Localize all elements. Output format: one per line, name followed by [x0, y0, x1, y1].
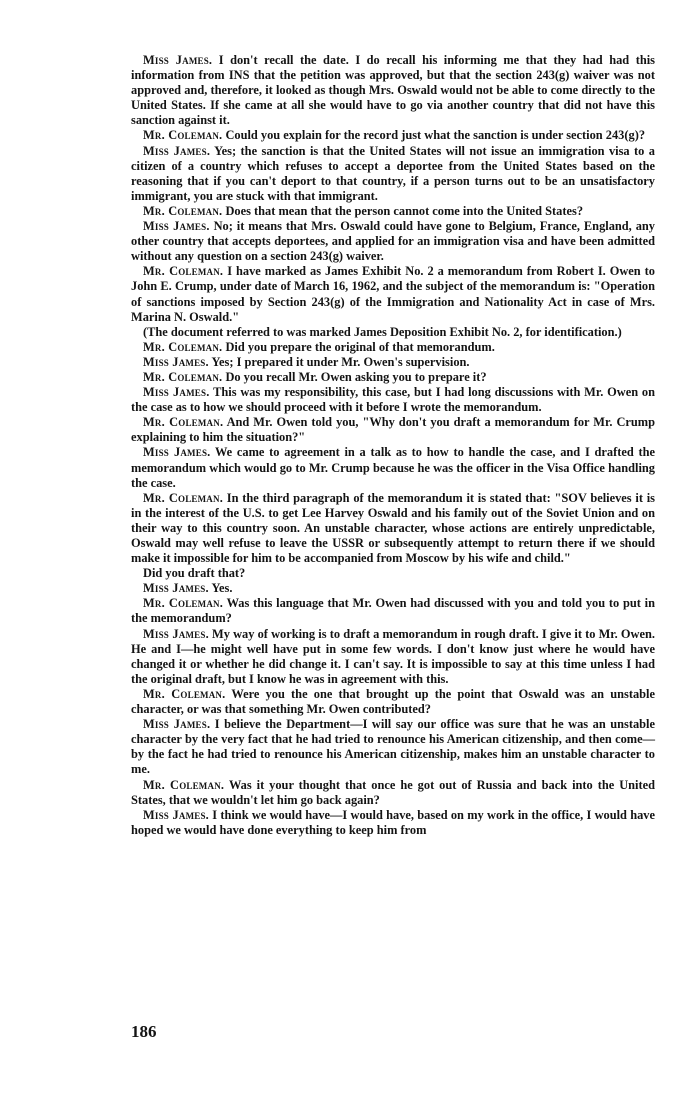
paragraph [131, 566, 655, 581]
paragraph [131, 325, 655, 340]
paragraph [131, 53, 655, 128]
paragraph-text: My way of working is to draft a memorandum in rough draft. I give it to Mr. Owen. He and I—he might well have put in some few words. I don't know just where he would have changed it or whether he did change it. I can't say. It is impossible to say at this time unless I had the original draft, but I know he was in agreement with this. [131, 626, 655, 686]
speaker-label: Mr. Coleman. [143, 128, 223, 143]
speaker-label: Mr. Coleman. [143, 686, 226, 701]
paragraph [131, 687, 655, 717]
speaker-label: Miss James. [143, 53, 213, 67]
paragraph [131, 340, 655, 355]
paragraph-text: I don't recall the date. I do recall his informing me that they had had this information from INS that the petition was approved, but that the section 243(g) waiver was not approved and, therefore, it looked as though Mrs. Oswald would not be able to come directly to the United States. If she came at all she would have to go via another country that did not have this sanction against it. [131, 53, 655, 128]
speaker-label: Miss James. [143, 581, 209, 596]
speaker-label: Mr. Coleman. [143, 369, 223, 384]
paragraph-text: Was this language that Mr. Owen had discussed with you and told you to put in the memorandum? [131, 596, 656, 626]
paragraph-text: Did you draft that? [143, 566, 246, 581]
speaker-label: Miss James. [143, 445, 211, 460]
paragraph [131, 778, 655, 808]
speaker-label: Miss James. [143, 219, 210, 234]
speaker-label: Miss James. [143, 626, 209, 641]
paragraph-text: Does that mean that the person cannot come into the United States? [222, 203, 584, 218]
transcript-body [131, 53, 655, 838]
page-number: 186 [131, 1022, 157, 1041]
paragraph [131, 717, 655, 777]
paragraph-text: In the third paragraph of the memorandum it is stated that: "SOV believes it is in the interest of the U.S. to get Lee Harvey Oswald and his family out of the Soviet Union and on their way to this country soon. An unstable character, whose actions are entirely unpredictable, Oswald may well refuse to leave the USSR or subsequently attempt to return there if we should make it impossible for him to be accompanied from Moscow by his wife and child." [131, 490, 655, 566]
paragraph-text: This was my responsibility, this case, but I had long discussions with Mr. Owen on the case as to how we should proceed with it before I wrote the memorandum. [131, 385, 655, 415]
paragraph [131, 219, 655, 264]
paragraph [131, 596, 655, 626]
speaker-label: Mr. Coleman. [143, 490, 223, 505]
paragraph-text: Yes; the sanction is that the United States will not issue an immigration visa to a citizen of a country which refuses to accept a deportee from the United States based on the reasoning that if you can't deport to that country, if a person turns out to be an unsatisfactory immigrant, you are stuck with that immigrant. [131, 143, 655, 203]
paragraph-text: Did you prepare the original of that memorandum. [222, 339, 495, 354]
paragraph-text: We came to agreement in a talk as to how to handle the case, and I drafted the memorandum which would go to Mr. Crump because he was the officer in the Visa Office handling the case. [131, 445, 655, 490]
paragraph-text: Yes; I prepared it under Mr. Owen's supervision. [208, 354, 470, 369]
paragraph [131, 581, 655, 596]
paragraph [131, 355, 655, 370]
speaker-label: Mr. Coleman. [143, 415, 224, 430]
paragraph [131, 144, 655, 204]
paragraph-text: Could you explain for the record just what the sanction is under section 243(g)? [222, 128, 646, 143]
speaker-label: Mr. Coleman. [143, 264, 224, 279]
paragraph [131, 415, 655, 445]
paragraph [131, 204, 655, 219]
speaker-label: Mr. Coleman. [143, 596, 224, 611]
speaker-label: Miss James. [143, 354, 209, 369]
paragraph [131, 808, 655, 838]
paragraph-text: I think we would have—I would have, based on my work in the office, I would have hoped we would have done everything to keep him from [131, 807, 655, 837]
paragraph-text: Were you the one that brought up the point that Oswald was an unstable character, or was that something Mr. Owen contributed? [131, 686, 655, 717]
paragraph [131, 627, 655, 687]
paragraph-text: I believe the Department—I will say our office was sure that he was an unstable character by the very fact that he had tried to renounce his American citizenship, and then come—by the fact he had tried to renounce his American citizenship, makes him an unstable character to me. [131, 717, 656, 777]
paragraph-text: And Mr. Owen told you, "Why don't you draft a memorandum for Mr. Crump explaining to him the situation?" [131, 415, 655, 445]
paragraph-text: No; it means that Mrs. Oswald could have gone to Belgium, France, England, any other country that accepts deportees, and applied for an immigration visa and have been admitted without any question on a section 243(g) waiver. [131, 219, 655, 264]
paragraph [131, 264, 655, 324]
speaker-label: Miss James. [143, 807, 209, 822]
paragraph-text: I have marked as James Exhibit No. 2 a memorandum from Robert I. Owen to John E. Crump, under date of March 16, 1962, and the subject of the memorandum is: "Operation of sanctions imposed by Section 243(g) of the Immigration and Nationality Act in case of Mrs. Marina N. Oswald." [131, 264, 655, 324]
speaker-label: Mr. Coleman. [143, 203, 223, 218]
paragraph-text: Yes. [208, 581, 233, 596]
speaker-label: Mr. Coleman. [143, 339, 223, 354]
paragraph-text: (The document referred to was marked James Deposition Exhibit No. 2, for identification.) [143, 324, 622, 339]
paragraph [131, 370, 655, 385]
speaker-label: Miss James. [143, 385, 210, 400]
speaker-label: Miss James. [143, 717, 211, 732]
paragraph [131, 385, 655, 415]
paragraph [131, 445, 655, 490]
paragraph-text: Was it your thought that once he got out of Russia and back into the United States, that we wouldn't let him go back again? [131, 777, 655, 807]
paragraph [131, 491, 655, 566]
speaker-label: Miss James. [143, 143, 211, 158]
speaker-label: Mr. Coleman. [143, 777, 225, 792]
paragraph-text: Do you recall Mr. Owen asking you to prepare it? [222, 369, 487, 384]
paragraph [131, 128, 655, 143]
